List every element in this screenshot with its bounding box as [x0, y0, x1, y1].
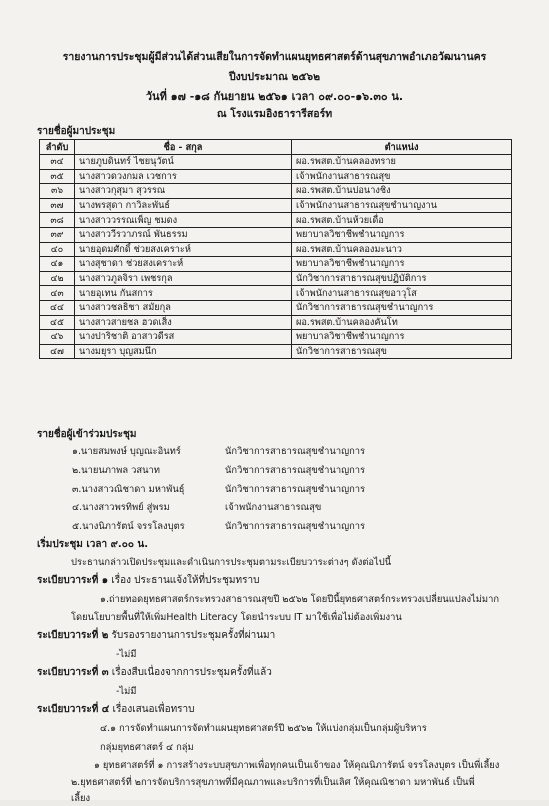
table-row: [40, 286, 512, 301]
row-number: ๔๖: [40, 330, 75, 345]
agenda-4-detail: ๒.ยุทธศาสตร์ที่ ๒การจัดบริการสุขภาพที่มีคุณภาพและบริการที่เป็นเลิศ ให้คุณณิชาดา มหาพันธ์ เป็นพี่: [71, 777, 475, 788]
agenda-item-4: [37, 702, 195, 717]
agenda-1-detail: โดยนโยบายพื้นที่ให้เพิ่มHealth Literacy โดยนำระบบ IT มาใช้เพื่อไม่ต้องเพิ่มงาน: [71, 612, 402, 623]
report-title: รายงานการประชุมผู้มีส่วนได้ส่วนเสียในการจัดทำแผนยุทธศาสตร์ด้านสุขภาพอำเภอวัฒนานคร: [62, 51, 487, 63]
meeting-venue: ณ โรงแรมอิงธารารีสอร์ท: [216, 108, 333, 120]
attendee-name: นางสาวภูลจิรา เพชรกุล: [75, 271, 292, 286]
attendee-name: นางสาววีรวาภรณ์ พันธรรม: [75, 227, 292, 242]
meeting-start: เริ่มประชุม เวลา ๙.๐๐ น.: [37, 539, 149, 550]
agenda-1-detail: ๑.ถ่ายทอดยุทธศาสตร์กระทรวงสาธารณสุขปี ๒๕๖๒ โดยปีนี้ยุทธศาสตร์กระทรวงเปลี่ยนแปลงไม่มาก: [100, 594, 500, 605]
row-number: ๔๐: [40, 242, 75, 257]
table-row: [40, 242, 512, 257]
agenda-item-3: [37, 665, 272, 680]
table-row: [40, 213, 512, 228]
agenda-item-2: [37, 628, 275, 643]
attendee-name: นางมยุรา บุญสมนึก: [75, 344, 292, 359]
row-number: ๓๙: [40, 227, 75, 242]
row-number: ๓๗: [40, 198, 75, 213]
agenda-4-detail: ๑ ยุทธศาสตร์ที่ ๑ การสร้างระบบสุขภาพเพื่อทุกคนเป็นเจ้าของ ให้คุณนิภารัตน์ จรรโลงบุตร เป็นพี่เลี้ยง: [94, 760, 500, 771]
table-row: [40, 257, 512, 272]
table-row: [40, 227, 512, 242]
participants-heading: รายชื่อผู้เข้าร่วมประชุม: [37, 429, 137, 440]
agenda-text: เรื่อง ประธานแจ้งให้ที่ประชุมทราบ: [108, 575, 260, 586]
attendee-position: ผอ.รพสต.บ้านคลองมะนาว: [292, 242, 512, 257]
participant-position: นักวิชาการสาธารณสุขชำนาญการ: [225, 484, 366, 495]
participant-position: นักวิชาการสาธารณสุขชำนาญการ: [225, 446, 366, 457]
column-header-number: ลำดับ: [40, 140, 75, 155]
participant-position: นักวิชาการสาธารณสุขชำนาญการ: [225, 465, 366, 476]
attendee-position: ผอ.รพสต.บ้านห้วยเดื่อ: [292, 213, 512, 228]
participant-name: ๑.นายสมพงษ์ บุญณะอินทร์: [72, 446, 181, 457]
attendee-name: นายอุเทน กันสการ: [75, 286, 292, 301]
row-number: ๔๓: [40, 286, 75, 301]
table-row: [40, 155, 512, 170]
agenda-text: เรื่องสืบเนื่องจากการประชุมครั้งที่แล้ว: [108, 667, 272, 678]
table-row: [40, 169, 512, 184]
table-row: [40, 315, 512, 330]
agenda-2-none: -ไม่มี: [116, 649, 137, 660]
row-number: ๔๗: [40, 344, 75, 359]
attendee-name: นางสาวชลธิชา สมัยกุล: [75, 300, 292, 315]
attendee-name: นางสาวสายชล ฮวดเส็ง: [75, 315, 292, 330]
attendee-position: ผอ.รพสต.บ้านบ่อนางชิง: [292, 184, 512, 199]
row-number: ๓๖: [40, 184, 75, 199]
attendee-name: นางสาววรรณเพ็ญ ชมดง: [75, 213, 292, 228]
attendee-position: นักวิชาการสาธารณสุขชำนาญการ: [292, 300, 512, 315]
agenda-label: ระเบียบวาระที่ ๔: [37, 704, 110, 715]
table-row: [40, 198, 512, 213]
row-number: ๓๘: [40, 213, 75, 228]
table-header-row: [40, 140, 512, 155]
agenda-4-detail: ๔.๑ การจัดทำแผนการจัดทำแผนยุทธศาสตร์ปี ๒๕๖๒ ให้แบ่งกลุ่มเป็นกลุ่มผู้บริหาร: [100, 723, 427, 734]
agenda-text: เรื่องเสนอเพื่อทราบ: [109, 704, 195, 715]
meeting-date-time: วันที่ ๑๗ -๑๘ กันยายน ๒๕๖๑ เวลา ๐๙.๐๐-๑๖.๓๐ น.: [145, 90, 404, 103]
agenda-item-1: [37, 573, 259, 588]
agenda-4-detail: กลุ่มยุทธศาสตร์ ๔ กลุ่ม: [100, 742, 194, 753]
attendee-position: นักวิชาการสาธารณสุขปฏิบัติการ: [292, 271, 512, 286]
participant-position: เจ้าพนักงานสาธารณสุข: [225, 502, 322, 513]
table-row: [40, 271, 512, 286]
participant-position: นักวิชาการสาธารณสุขชำนาญการ: [225, 521, 366, 532]
row-number: ๔๔: [40, 300, 75, 315]
attendee-position: เจ้าพนักงานสาธารณสุข: [292, 169, 512, 184]
agenda-label: ระเบียบวาระที่ ๑: [37, 575, 109, 586]
agenda-4-detail: เลี้ยง: [71, 793, 91, 804]
agenda-label: ระเบียบวาระที่ ๓: [37, 667, 109, 678]
attendees-table: [39, 139, 512, 359]
attendee-position: เจ้าพนักงานสาธารณสุขชำนาญงาน: [292, 198, 512, 213]
opening-statement: ประธานกล่าวเปิดประชุมและดำเนินการประชุมตามระเบียบวาระต่างๆ ดังต่อไปนี้: [71, 557, 392, 568]
participant-name: ๓.นางสาวณิชาดา มหาพันธุ์: [72, 484, 185, 495]
row-number: ๔๒: [40, 271, 75, 286]
agenda-label: ระเบียบวาระที่ ๒: [37, 630, 109, 641]
attendee-position: พยาบาลวิชาชีพชำนาญการ: [292, 330, 512, 345]
row-number: ๓๔: [40, 155, 75, 170]
agenda-3-none: -ไม่มี: [116, 686, 137, 697]
table-row: [40, 184, 512, 199]
row-number: ๓๕: [40, 169, 75, 184]
attendee-position: นักวิชาการสาธารณสุข: [292, 344, 512, 359]
table-row: [40, 344, 512, 359]
row-number: ๔๑: [40, 257, 75, 272]
row-number: ๔๕: [40, 315, 75, 330]
attendee-position: พยาบาลวิชาชีพชำนาญการ: [292, 257, 512, 272]
attendee-name: นางปาริชาติ อาสาวดีรส: [75, 330, 292, 345]
attendee-name: นางพรสุดา กาวิละพันธ์: [75, 198, 292, 213]
agenda-text: รับรองรายงานการประชุมครั้งที่ผ่านมา: [108, 630, 276, 641]
attendee-position: พยาบาลวิชาชีพชำนาญการ: [292, 227, 512, 242]
participant-name: ๕.นางนิภารัตน์ จรรโลงบุตร: [72, 521, 185, 532]
column-header-name: ชื่อ - สกุล: [75, 140, 292, 155]
attendee-name: นางสาวกุสุมา สุวรรณ: [75, 184, 292, 199]
fiscal-year: ปีงบประมาณ ๒๕๖๒: [228, 71, 321, 83]
attendees-heading: รายชื่อผู้มาประชุม: [37, 126, 116, 137]
attendee-name: นายอุดมศักดิ์ ช่วยสงเคราะห์: [75, 242, 292, 257]
participant-name: ๒.นายนภาพล วสนาท: [72, 465, 160, 476]
attendee-name: นางสาวดวงกมล เวชการ: [75, 169, 292, 184]
participant-name: ๔.นางสาวพรทิพย์ สู่พรม: [72, 502, 170, 513]
attendee-position: ผอ.รพสต.บ้านคลองคันโท: [292, 315, 512, 330]
attendee-name: นางสุชาดา ช่วยสงเคราะห์: [75, 257, 292, 272]
table-row: [40, 300, 512, 315]
table-row: [40, 330, 512, 345]
attendee-position: เจ้าพนักงานสาธารณสุขอาวุโส: [292, 286, 512, 301]
attendee-name: นายภูบดินทร์ ไชยนุวัตน์: [75, 155, 292, 170]
column-header-position: ตำแหน่ง: [292, 140, 512, 155]
attendee-position: ผอ.รพสต.บ้านคลองทราย: [292, 155, 512, 170]
